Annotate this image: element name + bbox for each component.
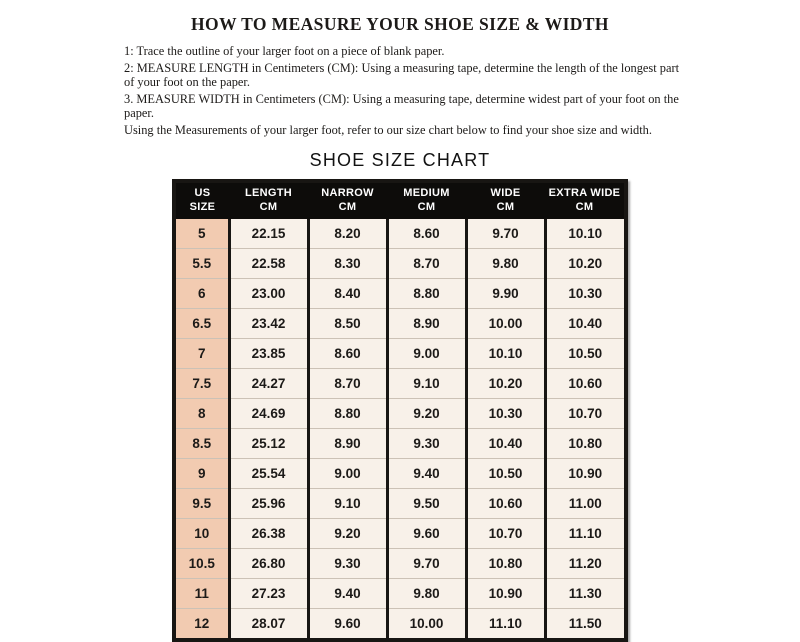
instruction-step-3: 3. MEASURE WIDTH in Centimeters (CM): Using a measuring tape, determine widest part of your foot on the paper. (124, 92, 679, 120)
measurement-cell: 22.58 (229, 248, 308, 278)
measurement-cell: 28.07 (229, 608, 308, 640)
measurement-cell: 10.50 (545, 338, 626, 368)
measurement-cell: 9.60 (387, 518, 466, 548)
us-size-cell: 9 (174, 458, 229, 488)
measurement-cell: 9.90 (466, 278, 545, 308)
header-medium-line1: MEDIUM (403, 187, 450, 199)
header-length-line2: CM (259, 200, 278, 213)
us-size-cell: 5.5 (174, 248, 229, 278)
table-row (174, 219, 626, 249)
measurement-cell: 9.40 (387, 458, 466, 488)
measurement-cell: 9.80 (387, 578, 466, 608)
measurement-cell: 8.90 (387, 308, 466, 338)
header-length-cm (229, 181, 308, 219)
us-size-cell: 7.5 (174, 368, 229, 398)
measurement-cell: 9.70 (387, 548, 466, 578)
measurement-cell: 10.00 (387, 608, 466, 640)
table-row (174, 398, 626, 428)
measurement-cell: 9.40 (308, 578, 387, 608)
measurement-cell: 22.15 (229, 219, 308, 249)
header-us-size (174, 181, 229, 219)
table-row (174, 608, 626, 640)
table-row (174, 578, 626, 608)
header-narrow-line2: CM (338, 200, 357, 213)
measurement-cell: 9.10 (387, 368, 466, 398)
header-narrow-line1: NARROW (321, 187, 374, 199)
header-us-size-line1: US (194, 187, 211, 199)
measurement-cell: 10.10 (545, 219, 626, 249)
header-medium-cm (387, 181, 466, 219)
measurement-cell: 8.60 (387, 219, 466, 249)
measurement-cell: 9.20 (308, 518, 387, 548)
measurement-cell: 24.27 (229, 368, 308, 398)
measurement-cell: 8.40 (308, 278, 387, 308)
header-wide-cm (466, 181, 545, 219)
measurement-cell: 11.50 (545, 608, 626, 640)
table-row (174, 428, 626, 458)
measurement-cell: 26.80 (229, 548, 308, 578)
header-length-line1: LENGTH (244, 187, 293, 199)
us-size-cell: 6.5 (174, 308, 229, 338)
measurement-cell: 10.40 (545, 308, 626, 338)
measurement-cell: 10.10 (466, 338, 545, 368)
instructions (124, 44, 680, 137)
us-size-cell: 8.5 (174, 428, 229, 458)
measurement-cell: 25.12 (229, 428, 308, 458)
measurement-cell: 25.96 (229, 488, 308, 518)
table-row (174, 548, 626, 578)
table-row (174, 338, 626, 368)
table-row (174, 458, 626, 488)
measurement-cell: 11.30 (545, 578, 626, 608)
measurement-cell: 23.42 (229, 308, 308, 338)
measurement-cell: 10.80 (545, 428, 626, 458)
measurement-cell: 23.00 (229, 278, 308, 308)
page-title: HOW TO MEASURE YOUR SHOE SIZE & WIDTH (191, 14, 609, 34)
measurement-cell: 9.10 (308, 488, 387, 518)
header-wide-line2: CM (496, 200, 515, 213)
measurement-cell: 10.20 (545, 248, 626, 278)
measurement-cell: 10.50 (466, 458, 545, 488)
measurement-cell: 10.90 (545, 458, 626, 488)
measurement-cell: 25.54 (229, 458, 308, 488)
measurement-cell: 8.50 (308, 308, 387, 338)
measurement-cell: 11.10 (466, 608, 545, 640)
us-size-cell: 10 (174, 518, 229, 548)
us-size-cell: 5 (174, 219, 229, 249)
measurement-cell: 9.00 (308, 458, 387, 488)
measurement-cell: 10.60 (545, 368, 626, 398)
header-wide-line1: WIDE (490, 187, 521, 199)
header-row (174, 181, 626, 219)
measurement-cell: 10.90 (466, 578, 545, 608)
measurement-cell: 8.70 (308, 368, 387, 398)
measurement-cell: 9.50 (387, 488, 466, 518)
measurement-cell: 8.80 (387, 278, 466, 308)
table-row (174, 278, 626, 308)
header-us-size-line2: SIZE (189, 200, 216, 213)
us-size-cell: 7 (174, 338, 229, 368)
measurement-cell: 10.70 (545, 398, 626, 428)
measurement-cell: 8.80 (308, 398, 387, 428)
chart-title: SHOE SIZE CHART (309, 150, 491, 170)
header-extra-wide-cm (545, 181, 626, 219)
measurement-cell: 11.00 (545, 488, 626, 518)
measurement-cell: 8.20 (308, 219, 387, 249)
header-extra-wide-line1: EXTRA WIDE (548, 187, 621, 199)
measurement-cell: 9.20 (387, 398, 466, 428)
instruction-summary: Using the Measurements of your larger foot, refer to our size chart below to find your shoe size and width. (124, 123, 652, 137)
us-size-cell: 12 (174, 608, 229, 640)
measurement-cell: 27.23 (229, 578, 308, 608)
measurement-cell: 10.80 (466, 548, 545, 578)
table-row (174, 368, 626, 398)
measurement-cell: 9.30 (308, 548, 387, 578)
size-chart-table (172, 179, 628, 642)
measurement-cell: 8.30 (308, 248, 387, 278)
measurement-cell: 10.20 (466, 368, 545, 398)
header-extra-wide-line2: CM (575, 200, 594, 213)
size-chart-header (174, 181, 626, 219)
us-size-cell: 6 (174, 278, 229, 308)
instruction-step-2: 2: MEASURE LENGTH in Centimeters (CM): Using a measuring tape, determine the length of the longest part of your foot on the paper. (124, 61, 680, 89)
measurement-cell: 9.60 (308, 608, 387, 640)
table-row (174, 248, 626, 278)
instruction-step-1: 1: Trace the outline of your larger foot on a piece of blank paper. (124, 44, 445, 58)
measurement-cell: 10.60 (466, 488, 545, 518)
measurement-cell: 10.30 (545, 278, 626, 308)
measurement-cell: 11.20 (545, 548, 626, 578)
measurement-cell: 11.10 (545, 518, 626, 548)
measurement-cell: 24.69 (229, 398, 308, 428)
table-row (174, 308, 626, 338)
header-narrow-cm (308, 181, 387, 219)
measurement-cell: 10.40 (466, 428, 545, 458)
measurement-cell: 8.90 (308, 428, 387, 458)
us-size-cell: 10.5 (174, 548, 229, 578)
measurement-cell: 8.70 (387, 248, 466, 278)
measurement-cell: 9.30 (387, 428, 466, 458)
header-medium-line2: CM (417, 200, 436, 213)
measurement-cell: 10.00 (466, 308, 545, 338)
measurement-cell: 9.00 (387, 338, 466, 368)
measurement-cell: 10.70 (466, 518, 545, 548)
size-chart-body (174, 219, 626, 640)
us-size-cell: 8 (174, 398, 229, 428)
measurement-cell: 10.30 (466, 398, 545, 428)
measurement-cell: 9.70 (466, 219, 545, 249)
table-row (174, 488, 626, 518)
measurement-cell: 23.85 (229, 338, 308, 368)
us-size-cell: 11 (174, 578, 229, 608)
measurement-cell: 8.60 (308, 338, 387, 368)
us-size-cell: 9.5 (174, 488, 229, 518)
measurement-cell: 26.38 (229, 518, 308, 548)
measurement-cell: 9.80 (466, 248, 545, 278)
table-row (174, 518, 626, 548)
